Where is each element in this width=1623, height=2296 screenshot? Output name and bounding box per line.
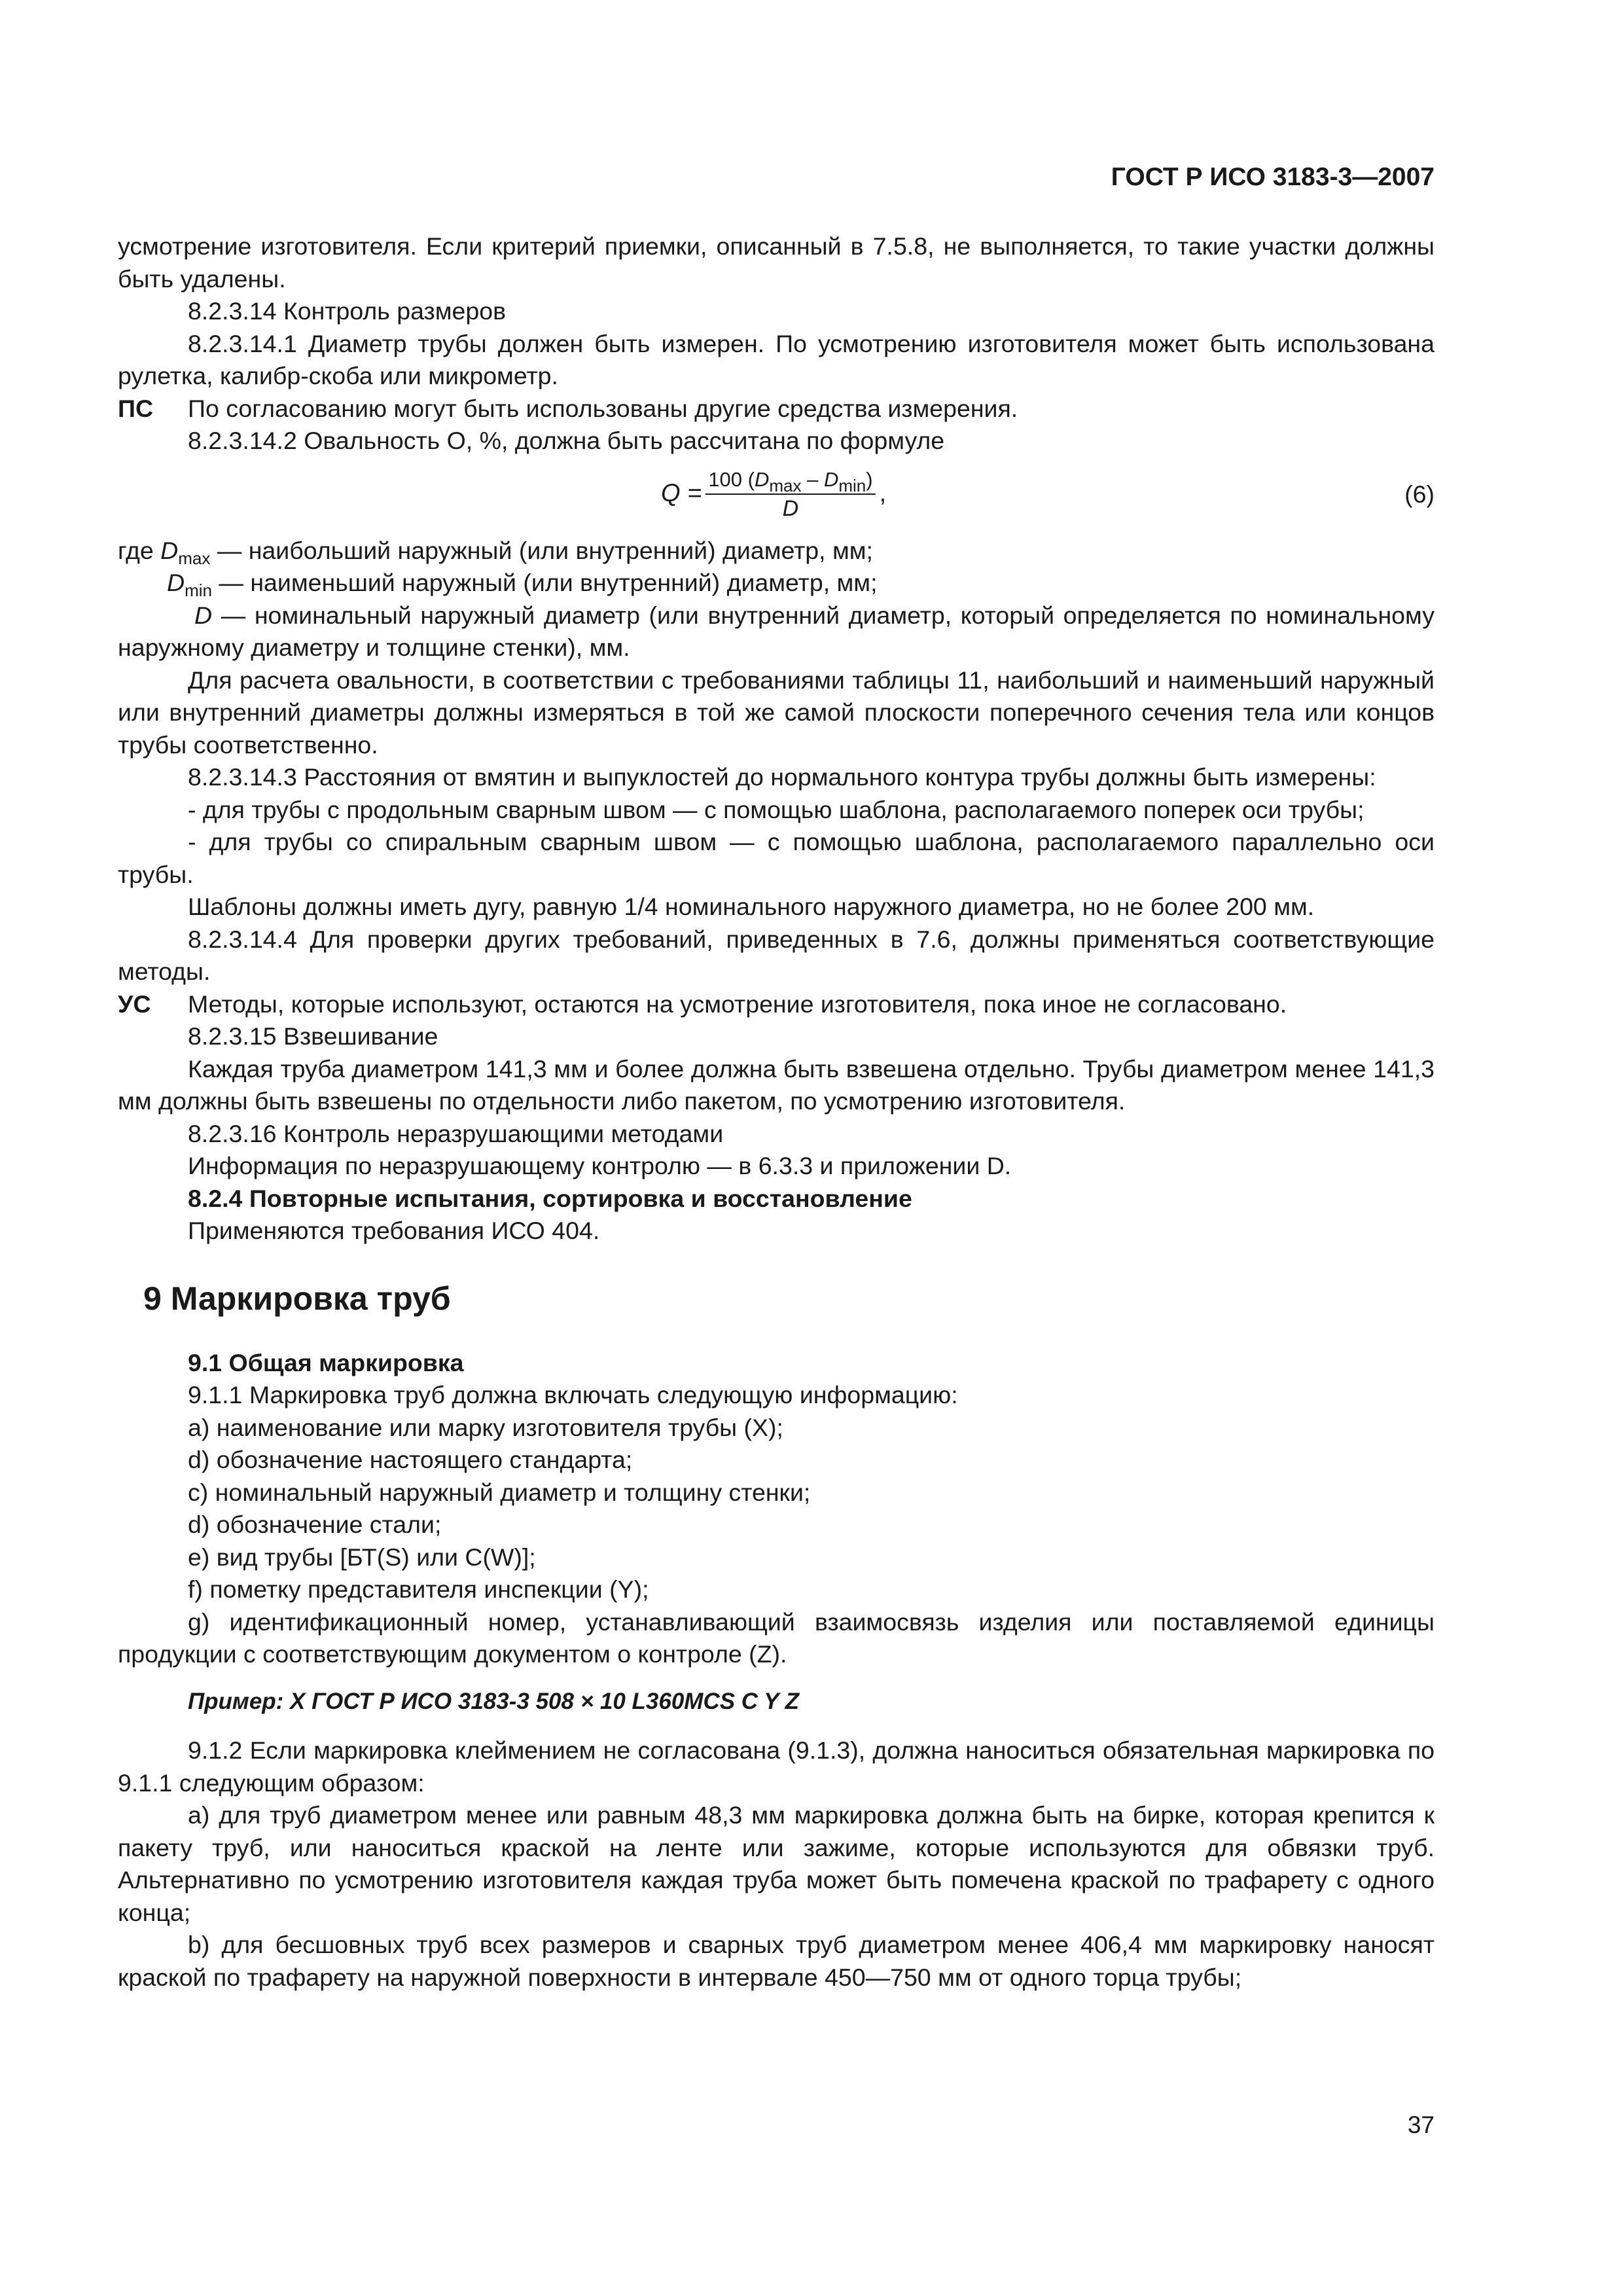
minus-sign: –	[801, 467, 824, 491]
definition-dmax	[118, 535, 1435, 567]
dmax-var: D	[160, 536, 179, 564]
subsection-heading: 8.2.3.14 Контроль размеров	[188, 297, 507, 325]
paragraph: Шаблоны должны иметь дугу, равную 1/4 номинального наружного диаметра, но не более 200 мм.	[188, 893, 1315, 920]
numerator-prefix: 100 (	[708, 467, 755, 491]
dmax-text: — наибольший наружный (или внутренний) диаметр, мм;	[210, 536, 873, 564]
dmax-symbol: D	[754, 467, 770, 491]
note-tag: ПС	[118, 394, 154, 422]
formula-numerator	[705, 466, 875, 493]
formula-expression	[661, 460, 886, 528]
numerator-suffix: )	[866, 467, 873, 491]
dmin-subscript: min	[838, 475, 866, 495]
paragraph: усмотрение изготовителя. Если критерий приемки, описанный в 7.5.8, не выполняется, то такие участки должны быть удалены.	[118, 232, 1435, 293]
formula	[118, 460, 1435, 531]
paragraph: 8.2.3.14.3 Расстояния от вмятин и выпуклостей до нормального контура трубы должны быть измерены:	[188, 763, 1376, 791]
list-item: e) вид трубы [БТ(S) или С(W)];	[188, 1543, 536, 1571]
list-item: - для трубы с продольным сварным швом — с помощью шаблона, располагаемого поперек оси трубы;	[188, 795, 1364, 823]
subsection-heading: 8.2.3.15 Взвешивание	[188, 1022, 438, 1050]
formula-fraction	[705, 466, 875, 522]
list-item: g) идентификационный номер, устанавливающий взаимосвязь изделия или поставляемой единицы продукции с соответствующим документом о контроле (Z).	[118, 1607, 1435, 1668]
paragraph: Для расчета овальности, в соответствии с требованиями таблицы 11, наибольший и наименьший наружный или внутренний диаметры должны измеряться в той же самой плоскости поперечного сечения тела или концов трубы соответственно.	[118, 666, 1435, 759]
formula-lhs: Q =	[661, 479, 702, 507]
where-word: где	[118, 536, 161, 564]
note-text: По согласованию могут быть использованы другие средства измерения.	[188, 394, 1018, 422]
note-tag: УС	[118, 990, 151, 1018]
dmax-subscript: max	[769, 475, 802, 495]
paragraph: 8.2.3.14.4 Для проверки других требований, приведенных в 7.6, должны применяться соответствующие методы.	[118, 925, 1435, 985]
list-item: b) для бесшовных труб всех размеров и сварных труб диаметром менее 406,4 мм маркировку наносят краской по трафарету на наружной поверхности в интервале 450—750 мм от одного торца трубы;	[118, 1931, 1435, 1991]
subsection-heading-bold: 8.2.4 Повторные испытания, сортировка и восстановление	[188, 1184, 912, 1212]
example-line: Пример: X ГОСТ Р ИСО 3183-3 508 × 10 L360MCS C Y Z	[188, 1688, 799, 1714]
list-item: d) обозначение стали;	[188, 1511, 442, 1538]
dmin-sub: min	[185, 581, 212, 600]
list-item: f) пометку представителя инспекции (Y);	[188, 1575, 649, 1603]
subsection-heading-bold: 9.1 Общая маркировка	[188, 1348, 464, 1376]
formula-number: (6)	[1404, 480, 1435, 508]
document-page	[118, 0, 1435, 2296]
note-text: Методы, которые используют, остаются на усмотрение изготовителя, пока иное не согласовано.	[188, 990, 1287, 1018]
list-item: d) обозначение настоящего стандарта;	[188, 1446, 633, 1473]
formula-denominator: D	[705, 493, 875, 522]
paragraph: 9.1.1 Маркировка труб должна включать следующую информацию:	[188, 1381, 958, 1408]
definition-dmin	[118, 567, 1435, 600]
d-text: — номинальный наружный диаметр (или внутренний диаметр, который определяется по номинальному наружному диаметру и толщине стенки), мм.	[118, 601, 1435, 661]
dmin-var: D	[167, 569, 185, 596]
paragraph: 8.2.3.14.2 Овальность О, %, должна быть рассчитана по формуле	[188, 427, 945, 454]
dmax-sub: max	[178, 548, 211, 568]
page-body	[118, 230, 1435, 1994]
formula-comma: ,	[879, 479, 887, 507]
list-item: a) для труб диаметром менее или равным 48,3 мм маркировка должна быть на бирке, которая крепится к пакету труб, или наноситься краской на ленте или зажиме, которые используются для обвязки труб. Альтернативно по усмотрению изготовителя каждая труба может быть помечена краской по трафарету с одного конца;	[118, 1801, 1435, 1926]
note-ps	[118, 393, 1435, 425]
list-item: c) номинальный наружный диаметр и толщину стенки;	[188, 1478, 811, 1506]
paragraph: 9.1.2 Если маркировка клеймением не согласована (9.1.3), должна наноситься обязательная маркировка по 9.1.1 следующим образом:	[118, 1736, 1435, 1797]
paragraph: Каждая труба диаметром 141,3 мм и более должна быть взвешена отдельно. Трубы диаметром менее 141,3 мм должны быть взвешены по отдельности либо пакетом, по усмотрению изготовителя.	[118, 1054, 1435, 1115]
list-item: a) наименование или марку изготовителя трубы (X);	[188, 1413, 783, 1441]
list-item: - для трубы со спиральным сварным швом — с помощью шаблона, располагаемого параллельно оси трубы.	[118, 828, 1435, 888]
definition-d	[118, 600, 1435, 664]
page-number: 37	[1407, 2111, 1435, 2138]
subsection-heading: 8.2.3.16 Контроль неразрушающими методами	[188, 1119, 724, 1147]
dmin-text: — наименьший наружный (или внутренний) диаметр, мм;	[212, 569, 878, 596]
dmin-symbol: D	[823, 467, 839, 491]
paragraph: Информация по неразрушающему контролю — в 6.3.3 и приложении D.	[188, 1152, 1012, 1179]
d-var: D	[194, 601, 213, 629]
section-heading: 9 Маркировка труб	[143, 1280, 451, 1317]
paragraph: Применяются требования ИСО 404.	[188, 1217, 600, 1244]
page-header: ГОСТ Р ИСО 3183-3—2007	[1111, 163, 1435, 191]
note-us	[118, 988, 1435, 1021]
paragraph: 8.2.3.14.1 Диаметр трубы должен быть измерен. По усмотрению изготовителя может быть использована рулетка, калибр-скоба или микрометр.	[118, 329, 1435, 389]
